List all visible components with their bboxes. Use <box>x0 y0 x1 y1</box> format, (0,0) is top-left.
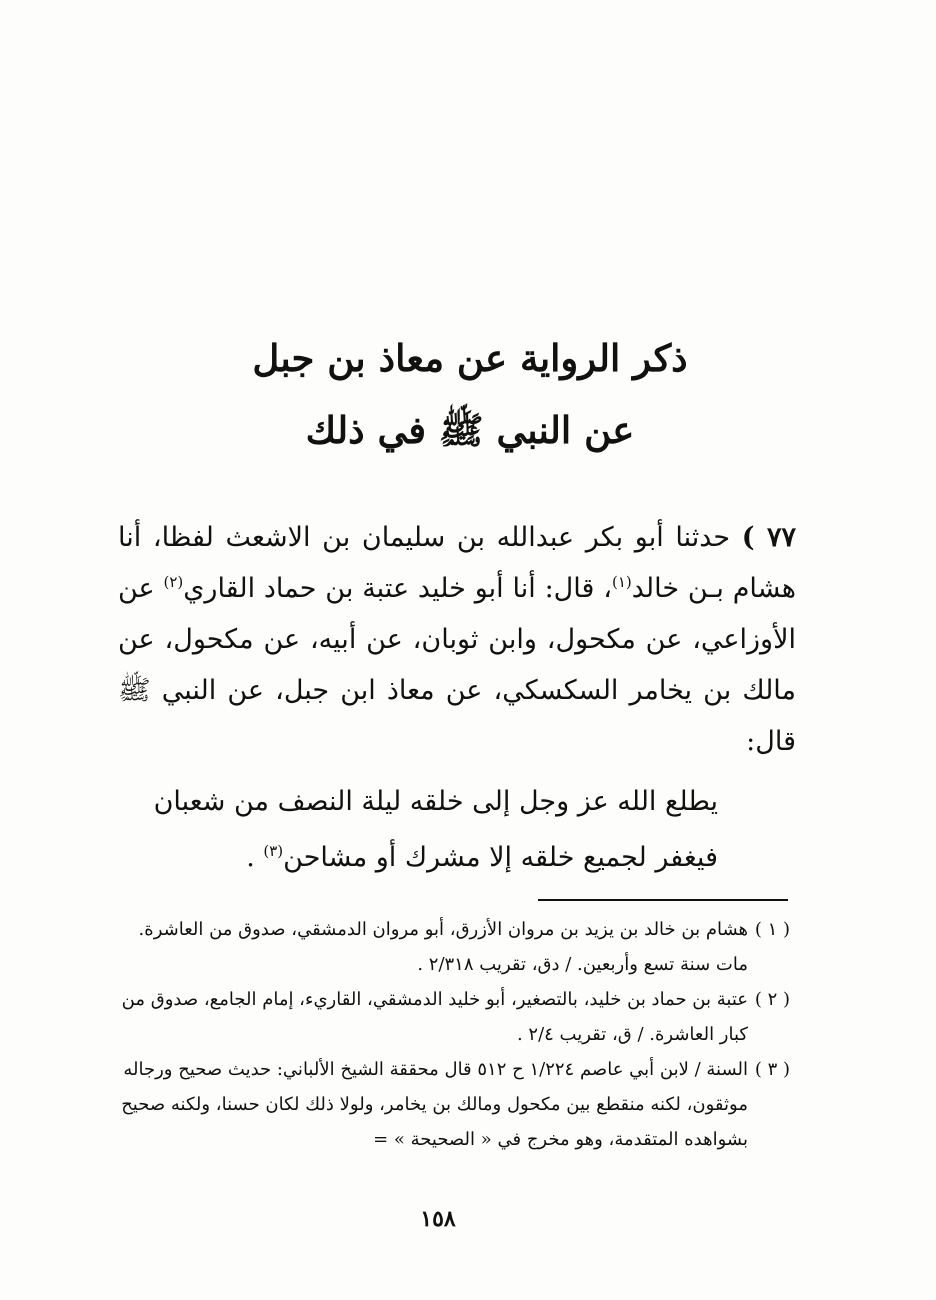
footnote-text: السنة / لابن أبي عاصم ١/٢٢٤ ح ٥١٢ قال محققة الشيخ الألباني: حديث صحيح ورجاله موثقون، لكنه منقطع بين مكحول ومالك بن يخامر، ولولا ذلك لكان حسنا، ولكنه صحيح بشواهده المتقدمة، وهو مخرج في « الصحيحة » = <box>121 1059 748 1150</box>
hadith-number: ٧٧ ) <box>741 522 796 553</box>
footnote-ref-1: (١) <box>611 573 632 591</box>
footnote-text: هشام بن خالد بن يزيد بن مروان الأزرق، أبو مروان الدمشقي، صدوق من العاشرة. مات سنة تسع وأربعين. / دق، تقريب ٢/٣١٨ . <box>138 919 748 975</box>
footnote-number: ( ٢ ) <box>754 989 790 1010</box>
footnote-3 <box>120 1052 790 1157</box>
chapter-title-line-1: ذكر الرواية عن معاذ بن جبل <box>252 336 688 380</box>
footnote-ref-2: (٢) <box>163 573 184 591</box>
matn-end: . <box>246 842 264 873</box>
footnote-number: ( ٣ ) <box>754 1059 790 1080</box>
isnad-text-part-3: عن الأوزاعي، عن مكحول، وابن ثوبان، عن أبيه، عن مكحول، عن مالك بن يخامر السكسكي، عن معاذ ابن جبل، عن النبي ﷺ قال: <box>118 573 796 757</box>
footnotes <box>120 912 790 1157</box>
page-number: ١٥٨ <box>420 1206 456 1232</box>
footnote-2 <box>120 982 790 1052</box>
isnad-text-part-1: حدثنا أبو بكر عبدالله بن سليمان بن الاشعث لفظا، أنا هشام بـن خالد <box>118 522 796 604</box>
chapter-title-line-2: عن النبي ﷺ في ذلك <box>305 408 635 452</box>
hadith-isnad <box>118 512 796 767</box>
footnote-1 <box>120 912 790 982</box>
footnote-text: عتبة بن حماد بن خليد، بالتصغير، أبو خليد الدمشقي، القاريء، إمام الجامع، صدوق من كبار العاشرة. / ق، تقريب ٢/٤ . <box>121 989 748 1045</box>
hadith-matn <box>118 774 718 886</box>
footnote-ref-3: (٣) <box>263 842 284 860</box>
isnad-text-part-2: ، قال: أنا أبو خليد عتبة بن حماد القاري <box>183 573 612 604</box>
footnote-number: ( ١ ) <box>754 919 790 940</box>
matn-text: يطلع الله عز وجل إلى خلقه ليلة النصف من شعبان فيغفر لجميع خلقه إلا مشرك أو مشاحن <box>153 786 718 873</box>
footnote-separator <box>538 899 788 901</box>
